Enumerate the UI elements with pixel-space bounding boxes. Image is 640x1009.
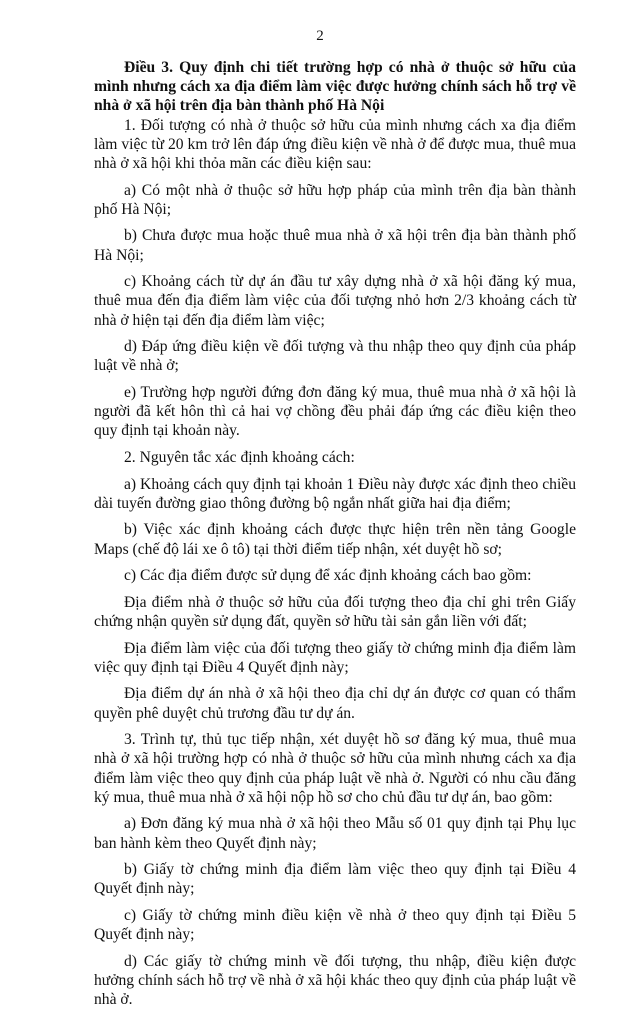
paragraph: Địa điểm dự án nhà ở xã hội theo địa chỉ dự án được cơ quan có thẩm quyền phê duyệt chủ trương đầu tư dự án. [94, 685, 576, 722]
paragraph: Địa điểm làm việc của đối tượng theo giấy tờ chứng minh địa điểm làm việc quy định tại Điều 4 Quyết định này; [94, 639, 576, 676]
paragraph: a) Đơn đăng ký mua nhà ở xã hội theo Mẫu số 01 quy định tại Phụ lục ban hành kèm theo Quyết định này; [94, 815, 576, 852]
paragraph: Địa điểm nhà ở thuộc sở hữu của đối tượng theo địa chỉ ghi trên Giấy chứng nhận quyền sử dụng đất, quyền sở hữu tài sản gắn liền với đất; [94, 593, 576, 630]
page-number: 2 [316, 28, 324, 44]
paragraph: d) Các giấy tờ chứng minh về đối tượng, thu nhập, điều kiện được hưởng chính sách hỗ trợ về nhà ở xã hội khác theo quy định của pháp luật về nhà ở. [94, 952, 576, 1009]
paragraph: e) Trường hợp người đứng đơn đăng ký mua, thuê mua nhà ở xã hội là người đã kết hôn thì cả hai vợ chồng đều phải đáp ứng các điều kiện theo quy định tại khoản này. [94, 384, 576, 440]
paragraph: b) Chưa được mua hoặc thuê mua nhà ở xã hội trên địa bàn thành phố Hà Nội; [94, 227, 576, 264]
article-heading: Điều 3. Quy định chi tiết trường hợp có nhà ở thuộc sở hữu của mình nhưng cách xa địa điểm làm việc được hưởng chính sách hỗ trợ về nhà ở xã hội trên địa bàn thành phố Hà Nội [94, 59, 576, 115]
paragraph: 3. Trình tự, thủ tục tiếp nhận, xét duyệt hồ sơ đăng ký mua, thuê mua nhà ở xã hội trường hợp có nhà ở thuộc sở hữu của mình nhưng cách xa địa điểm làm việc theo quy định của pháp luật về nhà ở. Người có nhu cầu đăng ký mua, thuê mua nhà ở xã hội nộp hồ sơ cho chủ đầu tư dự án, bao gồm: [94, 731, 576, 806]
document-body [94, 58, 576, 1009]
paragraph: c) Khoảng cách từ dự án đầu tư xây dựng nhà ở xã hội đăng ký mua, thuê mua đến địa điểm làm việc của đối tượng nhỏ hơn 2/3 khoảng cách từ nhà ở hiện tại đến địa điểm làm việc; [94, 273, 576, 329]
paragraph: b) Việc xác định khoảng cách được thực hiện trên nền tảng Google Maps (chế độ lái xe ô tô) tại thời điểm tiếp nhận, xét duyệt hồ sơ; [94, 521, 576, 558]
paragraph: a) Khoảng cách quy định tại khoản 1 Điều này được xác định theo chiều dài tuyến đường giao thông đường bộ ngắn nhất giữa hai địa điểm; [94, 475, 576, 512]
paragraph: 2. Nguyên tắc xác định khoảng cách: [124, 449, 355, 466]
paragraph: d) Đáp ứng điều kiện về đối tượng và thu nhập theo quy định của pháp luật về nhà ở; [94, 338, 576, 375]
paragraph: 1. Đối tượng có nhà ở thuộc sở hữu của mình nhưng cách xa địa điểm làm việc từ 20 km trở lên đáp ứng điều kiện về nhà ở để được mua, thuê mua nhà ở xã hội khi thỏa mãn các điều kiện sau: [94, 116, 576, 173]
paragraph: a) Có một nhà ở thuộc sở hữu hợp pháp của mình trên địa bàn thành phố Hà Nội; [94, 181, 576, 218]
paragraph: b) Giấy tờ chứng minh địa điểm làm việc theo quy định tại Điều 4 Quyết định này; [94, 861, 576, 898]
paragraph: c) Giấy tờ chứng minh điều kiện về nhà ở theo quy định tại Điều 5 Quyết định này; [94, 906, 576, 944]
paragraph: c) Các địa điểm được sử dụng để xác định khoảng cách bao gồm: [124, 567, 532, 585]
